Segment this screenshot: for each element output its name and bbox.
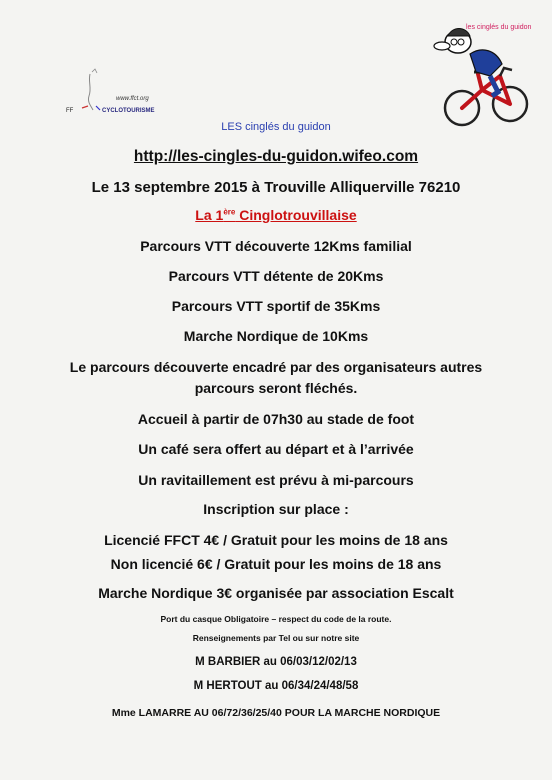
ffct-url: www.ffct.org — [116, 96, 149, 102]
date-line: Le 13 septembre 2015 à Trouville Alliquerville 76210 — [91, 179, 461, 196]
price-unlicensed: Non licencié 6€ / Gratuit pour les moins de 18 ans — [110, 556, 442, 572]
contact-hertout: M HERTOUT au 06/34/24/48/58 — [193, 680, 359, 692]
info-line-welcome: Accueil à partir de 07h30 au stade de foot — [137, 411, 415, 427]
event-name: Cinglotrouvillaise — [235, 207, 357, 223]
event-prefix: La 1 — [195, 207, 224, 223]
mascot-label: les cinglés du guidon — [466, 24, 532, 31]
price-licensed: Licencié FFCT 4€ / Gratuit pour les moins de 18 ans — [104, 532, 448, 548]
info-line-marked: parcours seront fléchés. — [194, 380, 358, 396]
event-title — [0, 207, 552, 223]
website-link[interactable]: http://les-cingles-du-guidon.wifeo.com — [133, 148, 419, 165]
route-discovery: Parcours VTT découverte 12Kms familial — [140, 238, 412, 254]
info-line-refreshment: Un ravitaillement est prévu à mi-parcours — [138, 472, 414, 488]
info-line-guided: Le parcours découverte encadré par des organisateurs autres — [69, 359, 483, 375]
registration-heading: Inscription sur place : — [203, 501, 349, 517]
cyclist-mascot-icon — [430, 16, 535, 134]
contact-intro: Renseignements par Tel ou sur notre site — [192, 633, 360, 643]
ffct-name: CYCLOTOURISME — [102, 108, 155, 114]
contact-barbier: M BARBIER au 06/03/12/02/13 — [195, 656, 357, 668]
helmet-note: Port du casque Obligatoire – respect du code de la route. — [160, 614, 392, 624]
ffct-ff-label: FF — [66, 108, 74, 114]
route-relax: Parcours VTT détente de 20Kms — [168, 268, 384, 284]
event-superscript: ère — [223, 207, 236, 217]
price-nordic-walk: Marche Nordique 3€ organisée par association Escalt — [98, 585, 454, 601]
route-nordic-walk: Marche Nordique de 10Kms — [183, 328, 369, 344]
info-line-coffee: Un café sera offert au départ et à l’arrivée — [138, 441, 414, 457]
club-name: LES cinglés du guidon — [221, 121, 331, 133]
route-sport: Parcours VTT sportif de 35Kms — [171, 298, 381, 314]
contact-lamarre: Mme LAMARRE AU 06/72/36/25/40 POUR LA MARCHE NORDIQUE — [111, 707, 441, 719]
